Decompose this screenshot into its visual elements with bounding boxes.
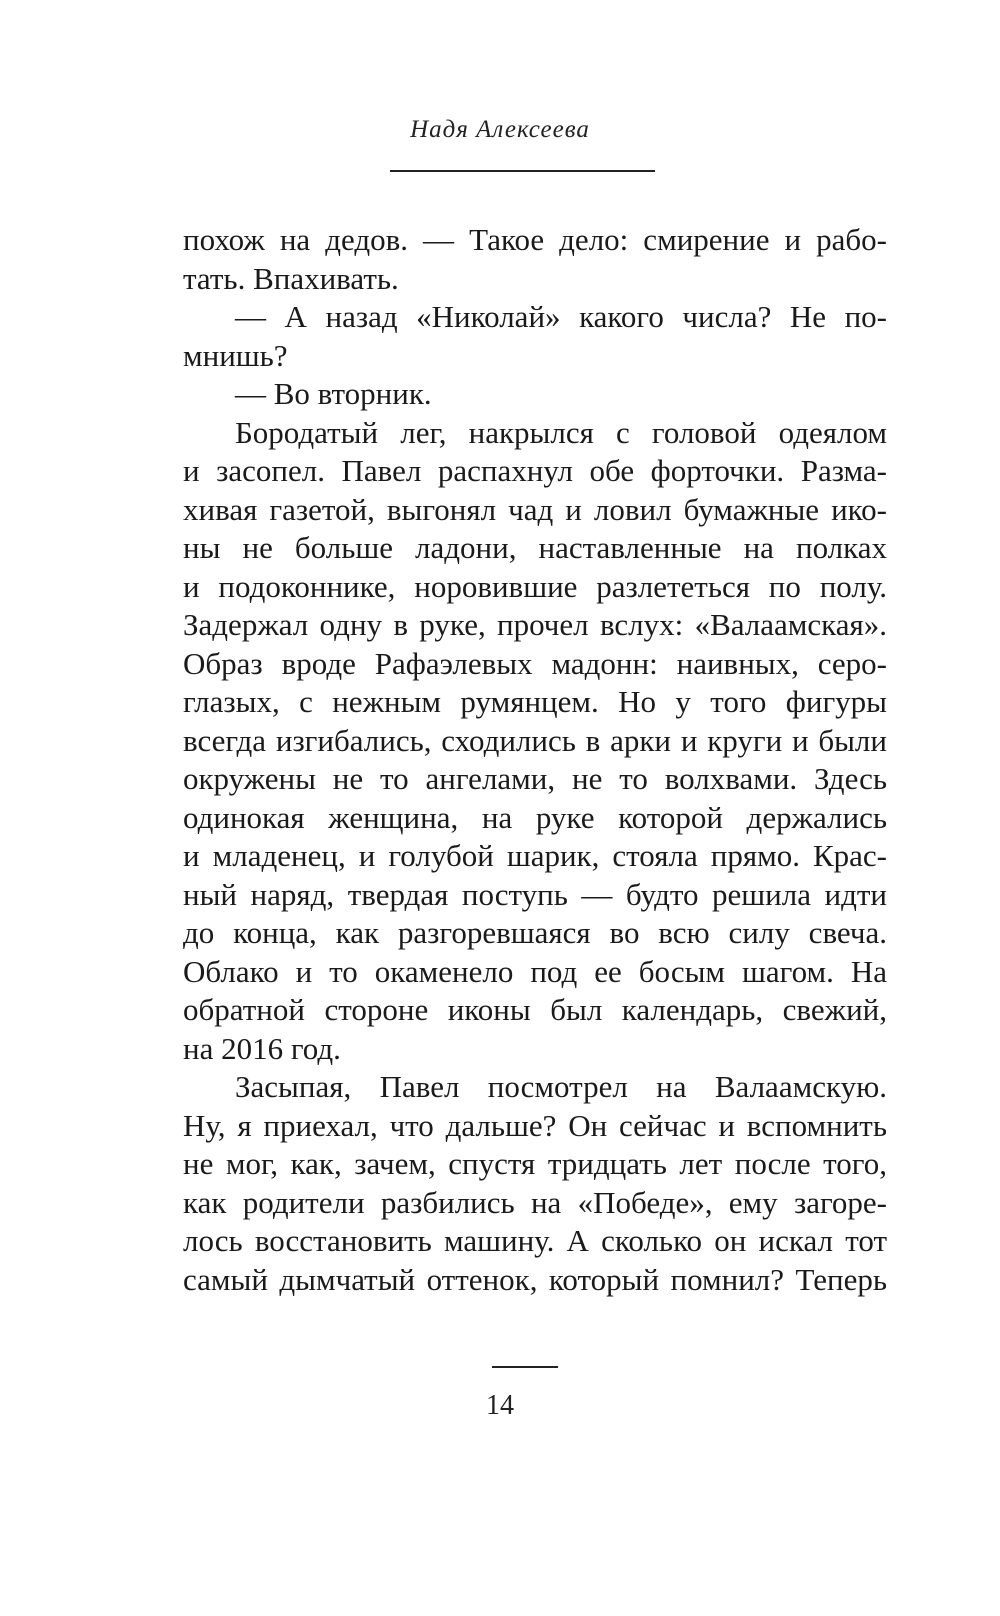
text-line: и засопел. Павел распахнул обе форточки. Разма- bbox=[183, 453, 887, 488]
text-line: Задержал одну в руке, прочел вслух: «Валаамская». bbox=[183, 607, 887, 642]
text-line: не мог, как, зачем, спустя тридцать лет после того, bbox=[183, 1146, 887, 1181]
text-line: на 2016 год. bbox=[183, 1030, 341, 1066]
text-line: Ну, я приехал, что дальше? Он сейчас и вспомнить bbox=[183, 1107, 887, 1143]
text-line: тать. Впахивать. bbox=[183, 260, 399, 296]
text-line: глазых, с нежным румянцем. Но у того фигуры bbox=[183, 684, 887, 719]
text-line: Облако и то окаменело под ее босым шагом. На bbox=[183, 953, 887, 989]
text-line: одинокая женщина, на руке которой держались bbox=[183, 799, 887, 835]
text-line: Засыпая, Павел посмотрел на Валаамскую. bbox=[235, 1069, 887, 1104]
text-line: мнишь? bbox=[183, 337, 288, 373]
text-line: Образ вроде Рафаэлевых мадонн: наивных, серо- bbox=[183, 645, 887, 681]
running-header: Надя Алексеева bbox=[410, 116, 590, 143]
text-line: и подоконнике, норовившие разлететься по полу. bbox=[183, 568, 887, 604]
text-line: ны не больше ладони, наставленные на полках bbox=[183, 530, 887, 565]
text-line: до конца, как разгоревшаяся во всю силу свеча. bbox=[183, 915, 887, 950]
text-line: — А назад «Николай» какого числа? Не по- bbox=[235, 299, 887, 334]
text-line: окружены не то ангелами, не то волхвами. Здесь bbox=[183, 761, 887, 796]
text-line: самый дымчатый оттенок, который помнил? Теперь bbox=[183, 1261, 887, 1297]
text-line: похож на дедов. — Такое дело: смирение и рабо- bbox=[183, 222, 887, 257]
text-line: всегда изгибались, сходились в арки и круги и были bbox=[183, 722, 887, 758]
header-divider bbox=[390, 170, 655, 172]
text-line: — Во вторник. bbox=[235, 376, 432, 411]
text-line: лось восстановить машину. А сколько он искал тот bbox=[183, 1223, 887, 1258]
text-line: хивая газетой, выгонял чад и ловил бумажные ико- bbox=[183, 491, 887, 527]
text-line: ный наряд, твердая поступь — будто решила идти bbox=[183, 876, 887, 912]
text-line: как родители разбились на «Победе», ему загоре- bbox=[183, 1184, 887, 1220]
body-text bbox=[183, 221, 887, 1299]
text-line: Бородатый лег, накрылся с головой одеялом bbox=[235, 414, 887, 450]
text-line: обратной стороне иконы был календарь, свежий, bbox=[183, 992, 887, 1027]
footer-divider bbox=[492, 1366, 558, 1368]
page-number: 14 bbox=[486, 1390, 514, 1421]
text-line: и младенец, и голубой шарик, стояла прямо. Крас- bbox=[183, 838, 887, 873]
